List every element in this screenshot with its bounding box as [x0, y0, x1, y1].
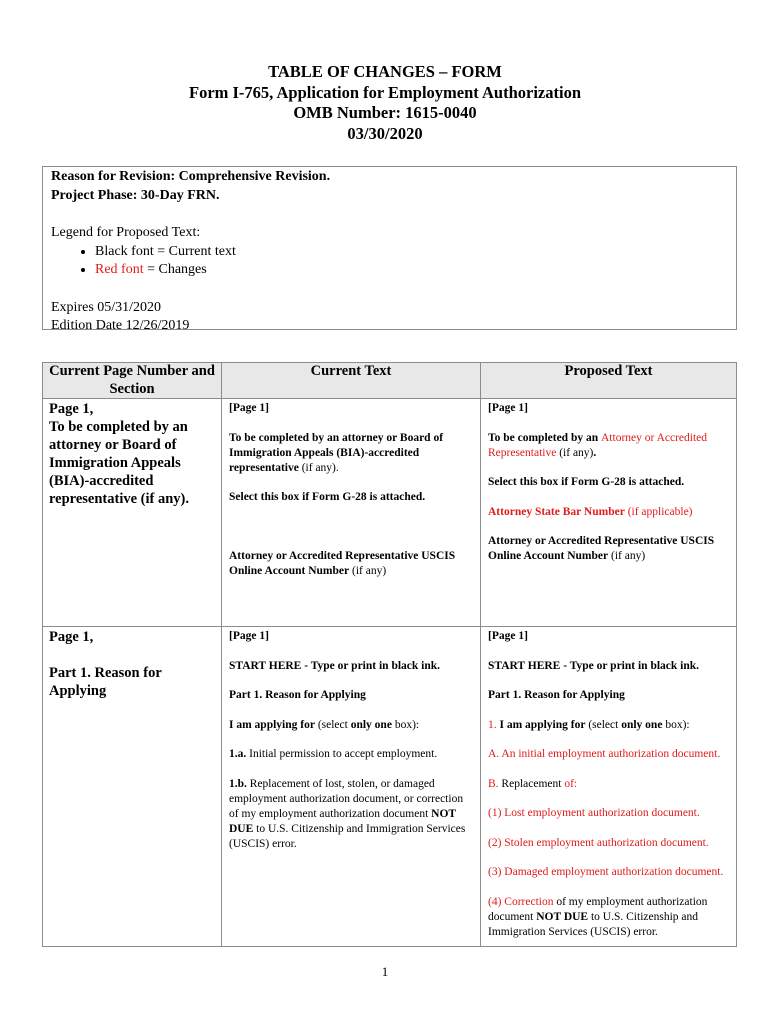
row1-current-page: [Page 1] [229, 402, 269, 414]
edition-date: Edition Date 12/26/2019 [51, 318, 190, 333]
row2-proposed-n1: (1) Lost employment authorization document. [488, 807, 700, 819]
row1-proposed-cell [481, 399, 737, 627]
legend-list [51, 243, 728, 280]
row2-current-1b: 1.b. Replacement of lost, stolen, or damaged employment authorization document, or correction of my employment authorization document NOT DUE to U.S. Citizenship and Immigration Services (USCIS) error. [229, 777, 466, 850]
row2-proposed-n4: (4) Correction of my employment authorization document NOT DUE to U.S. Citizenship and Immigration Services (USCIS) error. [488, 895, 708, 938]
table-row [43, 627, 737, 947]
row2-current-start: START HERE - Type or print in black ink. [229, 659, 441, 672]
row2-current-1a: 1.a. Initial permission to accept employment. [229, 748, 438, 760]
table-row [43, 399, 737, 627]
row1-current-p2: Select this box if Form G-28 is attached. [229, 491, 426, 503]
legend-black: • Black font = Current text [95, 243, 728, 262]
revision-info-box [42, 166, 737, 333]
header-current-text: Current Text [222, 363, 481, 399]
row2-current-cell [222, 627, 481, 947]
row1-section-title: To be completed by an attorney or Board of Immigration Appeals (BIA)-accredited representative (if any). [49, 419, 190, 507]
row2-proposed-page: [Page 1] [488, 630, 528, 642]
row1-section-cell [43, 399, 222, 627]
row1-proposed-p1: To be completed by an Attorney or Accredited Representative (if any). [488, 431, 708, 459]
row2-current-apply: I am applying for (select only one box): [229, 718, 420, 731]
expires-date: Expires 05/31/2020 [51, 299, 162, 315]
legend-red-word: Red font [95, 262, 144, 277]
row2-proposed-n3: (3) Damaged employment authorization document. [488, 866, 724, 878]
table-header-row [43, 363, 737, 399]
row2-current-part: Part 1. Reason for Applying [229, 689, 366, 701]
row2-proposed-b: B. Replacement of: [488, 777, 578, 790]
row1-section-page: Page 1, [49, 401, 94, 417]
row2-section-cell [43, 627, 222, 947]
page-number: 1 [381, 964, 389, 979]
row2-proposed-start: START HERE - Type or print in black ink. [488, 659, 700, 672]
row1-current-cell [222, 399, 481, 627]
row1-proposed-p2: Select this box if Form G-28 is attached. [488, 476, 685, 488]
row2-proposed-apply: 1. I am applying for (select only one box): [488, 718, 690, 731]
row2-proposed-n2: (2) Stolen employment authorization document. [488, 836, 709, 849]
title-line-1: TABLE OF CHANGES – FORM [268, 62, 502, 81]
row1-current-p3: Attorney or Accredited Representative USCIS Online Account Number (if any) [229, 550, 456, 577]
project-phase: Project Phase: 30-Day FRN. [51, 187, 220, 203]
row2-proposed-a: A. An initial employment authorization document. [488, 748, 721, 760]
row2-current-page: [Page 1] [229, 630, 269, 642]
header-proposed-text: Proposed Text [481, 363, 737, 399]
row2-proposed-cell [481, 627, 737, 947]
legend-title: Legend for Proposed Text: [51, 225, 201, 240]
legend-red-rest: = Changes [143, 262, 207, 277]
row1-proposed-p3: Attorney State Bar Number (if applicable) [488, 505, 693, 518]
header-page-section: Current Page Number and Section [43, 363, 222, 399]
row2-section-title: Part 1. Reason for Applying [49, 665, 162, 699]
legend-red [95, 261, 728, 280]
title-line-3: OMB Number: 1615-0040 [293, 103, 477, 122]
row2-proposed-part: Part 1. Reason for Applying [488, 689, 625, 701]
row2-section-page: Page 1, [49, 629, 94, 645]
row1-proposed-p4: Attorney or Accredited Representative USCIS Online Account Number (if any) [488, 535, 715, 562]
changes-table [42, 362, 737, 947]
document-title [0, 62, 770, 144]
title-line-4: 03/30/2020 [347, 123, 423, 143]
title-line-2: Form I-765, Application for Employment Authorization [188, 82, 582, 102]
row1-proposed-page: [Page 1] [488, 402, 528, 414]
row1-current-p1: To be completed by an attorney or Board of Immigration Appeals (BIA)-accredited representative (if any). [229, 431, 444, 474]
reason-for-revision: Reason for Revision: Comprehensive Revision. [51, 169, 331, 184]
